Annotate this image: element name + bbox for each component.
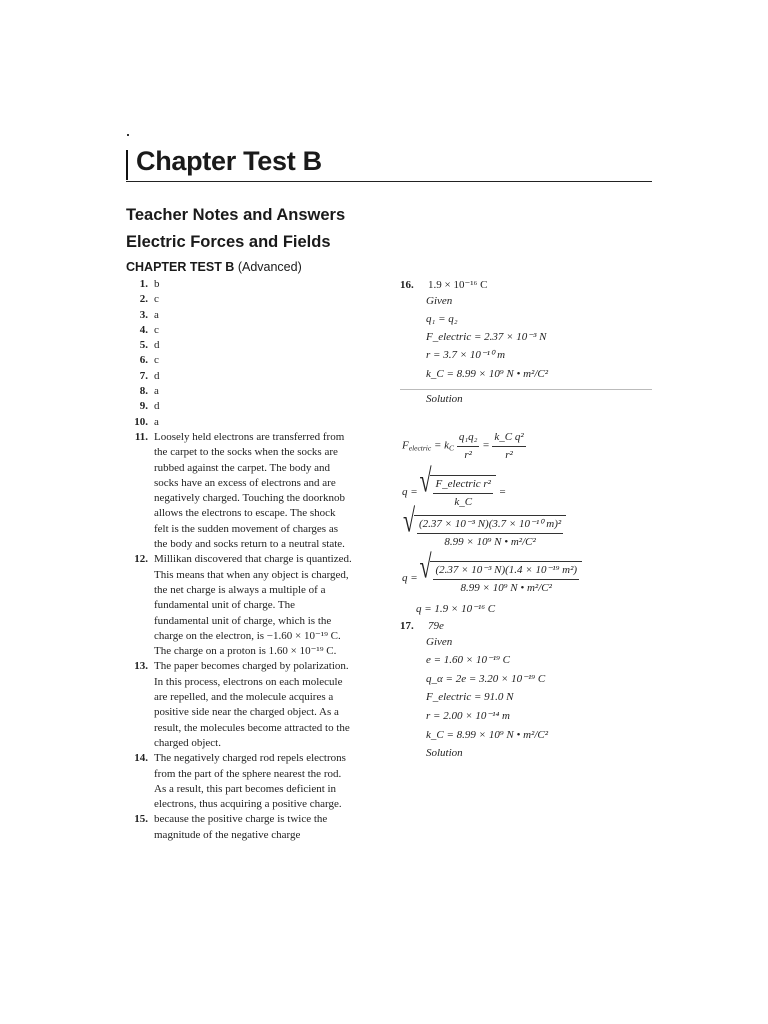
q17-given-line: F_electric = 91.0 N bbox=[426, 691, 514, 703]
answer-item bbox=[126, 552, 386, 659]
eq1-mid-sub: C bbox=[449, 443, 455, 453]
q16-given-line: r = 3.7 × 10⁻¹⁰ m bbox=[426, 349, 506, 361]
title-bar-accent bbox=[126, 150, 128, 180]
answer-number: 4. bbox=[139, 323, 148, 336]
topic-heading: Electric Forces and Fields bbox=[126, 233, 331, 251]
q17-given-label: Given bbox=[426, 636, 453, 648]
answer-item bbox=[126, 308, 386, 323]
q17-answer: 79e bbox=[428, 620, 444, 632]
section-label-sub: (Advanced) bbox=[237, 260, 302, 274]
answer-text: because the positive charge is twice the magnitude of the negative charge bbox=[154, 813, 328, 841]
answer-text: c bbox=[154, 323, 159, 336]
eq2-lhs: q = bbox=[402, 486, 418, 499]
eq1-fraction-2 bbox=[492, 429, 525, 463]
answer-text: The negatively charged rod repels electrons from the part of the sphere nearest the rod. As a result, this part becomes deficient in electrons, thus acquiring a positive charge. bbox=[154, 752, 346, 811]
chapter-title: Chapter Test B bbox=[136, 146, 322, 176]
eq2-rad-top: √ F_electric r² bbox=[433, 476, 493, 494]
answer-item bbox=[126, 415, 386, 430]
q16-solution-label: Solution bbox=[426, 393, 463, 405]
q17-given-line: r = 2.00 × 10⁻¹⁴ m bbox=[426, 710, 510, 722]
answer-item bbox=[126, 659, 386, 751]
answer-number: 9. bbox=[139, 400, 148, 413]
answer-item bbox=[126, 751, 386, 812]
q16-given-line: F_electric = 2.37 × 10⁻³ N bbox=[426, 331, 547, 343]
eq4-radical bbox=[430, 561, 582, 596]
answer-item bbox=[126, 338, 386, 353]
eq2-rad-bot: k_C bbox=[454, 495, 473, 508]
notes-heading: Teacher Notes and Answers bbox=[126, 206, 346, 224]
q17-given-line: k_C = 8.99 × 10⁹ N • m²/C² bbox=[426, 729, 549, 741]
answer-item bbox=[126, 292, 386, 307]
answer-text: c bbox=[154, 354, 159, 367]
answer-text: d bbox=[154, 339, 160, 352]
answer-number: 6. bbox=[139, 354, 148, 367]
section-label-main: CHAPTER TEST B bbox=[126, 260, 235, 274]
q16-given-line: q₁ = q₂ bbox=[426, 313, 458, 325]
q16-result: q = 1.9 × 10⁻¹⁶ C bbox=[416, 603, 496, 615]
eq3-top: √ (2.37 × 10⁻³ N)(3.7 × 10⁻¹⁰ m)² bbox=[417, 516, 563, 534]
answer-number: 5. bbox=[139, 339, 148, 352]
answer-number: 15. bbox=[134, 813, 148, 826]
answer-text: Millikan discovered that charge is quantized. This means that when any object is charged, the net charge is always a multiple of a fundamental unit of charge. The fundamental unit of charge, which is the charge on the electron, is −1.60 × 10⁻¹⁹ C. The charge on a proton is 1.60 × 10⁻¹⁹ C. bbox=[154, 553, 352, 658]
q16-equation-radical bbox=[402, 475, 506, 510]
eq1-frac2-top: k_C q² bbox=[492, 429, 525, 447]
answer-number: 12. bbox=[134, 553, 148, 566]
eq1-equals: = bbox=[482, 439, 490, 452]
page-mark bbox=[127, 134, 129, 136]
eq4-top: √ (2.37 × 10⁻³ N)(1.4 × 10⁻¹⁹ m²) bbox=[433, 562, 579, 580]
answer-item bbox=[126, 399, 386, 414]
answer-number: 1. bbox=[139, 278, 148, 290]
eq3-bot: 8.99 × 10⁹ N • m²/C² bbox=[444, 535, 536, 548]
answer-item bbox=[126, 277, 386, 292]
q16-given-label: Given bbox=[426, 295, 453, 307]
eq1-lhs: F bbox=[402, 439, 409, 452]
answer-item bbox=[126, 430, 386, 552]
answer-item bbox=[126, 384, 386, 399]
answer-text: a bbox=[154, 385, 159, 398]
answer-text: The paper becomes charged by polarization. In this process, electrons on each molecule are repelled, and the molecule acquires a positive side near the charged object. As a result, the molecules become attracted to the charged object. bbox=[154, 660, 350, 749]
eq1-frac1-top: q₁q₂ bbox=[457, 429, 480, 447]
eq3-radical bbox=[414, 515, 566, 550]
answer-number: 3. bbox=[139, 308, 148, 321]
q16-given-line: k_C = 8.99 × 10⁹ N • m²/C² bbox=[426, 368, 549, 380]
q16-equation-substituted bbox=[404, 515, 566, 550]
q16-number: 16. bbox=[400, 279, 414, 291]
answer-text: d bbox=[154, 369, 160, 382]
answer-number: 13. bbox=[134, 660, 148, 673]
answer-item bbox=[126, 353, 386, 368]
eq4-lhs: q = bbox=[402, 572, 418, 585]
answer-number: 10. bbox=[134, 415, 148, 428]
left-answers-column bbox=[126, 277, 386, 843]
answer-text: a bbox=[154, 308, 159, 321]
q16-answer: 1.9 × 10⁻¹⁶ C bbox=[428, 279, 488, 291]
answer-text: b bbox=[154, 278, 160, 290]
eq1-frac2-bot: r² bbox=[505, 448, 513, 461]
answer-text: Loosely held electrons are transferred from the carpet to the socks when the socks are rubbed against the carpet. The body and socks have an excess of electrons and are negatively charged. Touching the doorknob allows the electrons to escape. The shock felt is the sudden movement of charges as the body and socks return to a neutral state. bbox=[154, 430, 345, 551]
answer-number: 14. bbox=[134, 752, 148, 765]
answer-text: c bbox=[154, 293, 159, 306]
title-rule bbox=[126, 181, 652, 182]
eq2-equals: = bbox=[498, 486, 507, 499]
answer-number: 8. bbox=[139, 385, 148, 398]
answer-item bbox=[126, 812, 386, 843]
eq4-bot: 8.99 × 10⁹ N • m²/C² bbox=[460, 581, 552, 594]
eq1-frac1-bot: r² bbox=[464, 448, 472, 461]
q16-equation-evaluated bbox=[402, 561, 582, 596]
q17-solution-label: Solution bbox=[426, 747, 463, 759]
answer-text: a bbox=[154, 415, 159, 428]
answer-number: 2. bbox=[139, 293, 148, 306]
q17-given-line: e = 1.60 × 10⁻¹⁹ C bbox=[426, 654, 510, 666]
q16-equation-force bbox=[402, 429, 526, 463]
given-solution-divider bbox=[400, 389, 652, 390]
q17-number: 17. bbox=[400, 620, 414, 632]
eq2-radical bbox=[430, 475, 496, 510]
q17-given-line: q_α = 2e = 3.20 × 10⁻¹⁹ C bbox=[426, 673, 546, 685]
answer-number: 11. bbox=[134, 430, 148, 443]
eq1-fraction-1 bbox=[457, 429, 480, 463]
eq1-lhs-sub: electric bbox=[408, 443, 432, 453]
section-label bbox=[126, 260, 302, 274]
answer-item bbox=[126, 323, 386, 338]
answer-item bbox=[126, 369, 386, 384]
eq1-mid: = k bbox=[433, 439, 450, 452]
answer-text: d bbox=[154, 400, 160, 413]
answer-number: 7. bbox=[139, 369, 148, 382]
